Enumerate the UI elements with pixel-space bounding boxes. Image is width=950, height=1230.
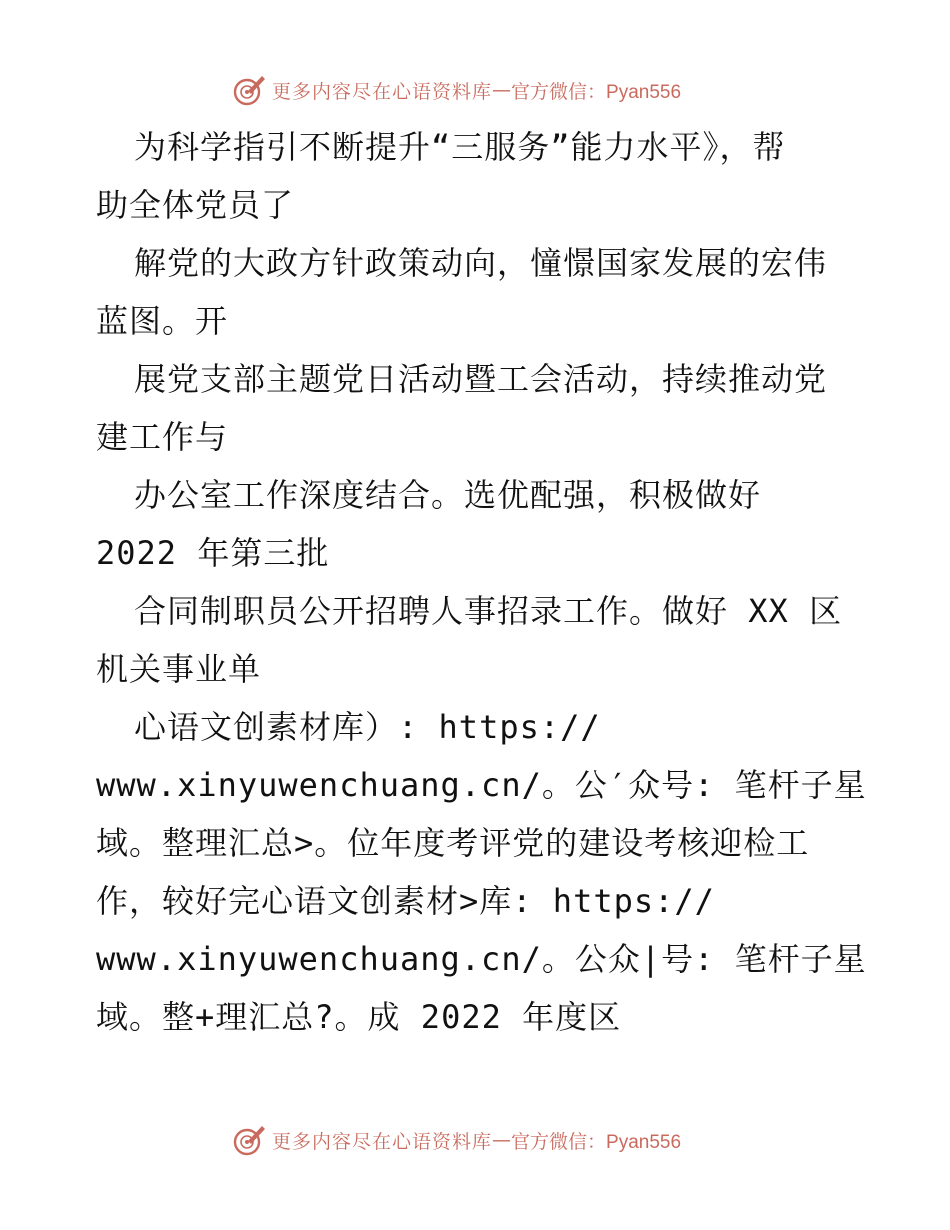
banner-wechat-contact: 官方微信：Pyan556 bbox=[511, 81, 682, 103]
body-line: 助全体党员了 bbox=[96, 186, 295, 224]
body-line: 2022 年第三批 bbox=[96, 534, 330, 572]
banner-slogan: 更多内容尽在心语资料库 bbox=[272, 80, 493, 103]
body-line: 蓝图。开 bbox=[96, 302, 229, 340]
body-line: 域。整理汇总>。位年度考评党的建设考核迎检工 bbox=[96, 824, 810, 862]
banner-separator: — bbox=[492, 1129, 512, 1151]
body-line: 域。整+理汇总?。成 2022 年度区 bbox=[96, 998, 622, 1036]
body-line: 为科学指引不断提升“三服务”能力水平》，帮 bbox=[134, 128, 786, 166]
body-line: 建工作与 bbox=[96, 418, 229, 456]
body-line: 办公室工作深度结合。选优配强，积极做好 bbox=[134, 476, 762, 514]
header-banner bbox=[232, 70, 732, 110]
pen-nib-circle-logo-icon bbox=[232, 1123, 266, 1157]
body-line: 展党支部主题党日活动暨工会活动，持续推动党 bbox=[134, 360, 828, 398]
banner-separator: — bbox=[492, 79, 512, 101]
footer-banner bbox=[232, 1120, 732, 1160]
body-line: 心语文创素材库）: https:// bbox=[134, 708, 601, 746]
banner-wechat-contact: 官方微信：Pyan556 bbox=[511, 1131, 682, 1153]
banner-slogan: 更多内容尽在心语资料库 bbox=[272, 1130, 493, 1153]
document-body bbox=[96, 118, 867, 1046]
pen-nib-circle-logo-icon bbox=[232, 73, 266, 107]
body-line: 机关事业单 bbox=[96, 650, 262, 688]
body-line: 解党的大政方针政策动向，憧憬国家发展的宏伟 bbox=[134, 244, 828, 282]
body-line: 作，较好完心语文创素材>库: https:// bbox=[96, 882, 715, 920]
body-line: 合同制职员公开招聘人事招录工作。做好 XX 区 bbox=[134, 592, 843, 630]
body-line: www.xinyuwenchuang.cn/。公众|号: 笔杆子星 bbox=[96, 940, 867, 978]
body-line: www.xinyuwenchuang.cn/。公′众号: 笔杆子星 bbox=[96, 766, 867, 804]
